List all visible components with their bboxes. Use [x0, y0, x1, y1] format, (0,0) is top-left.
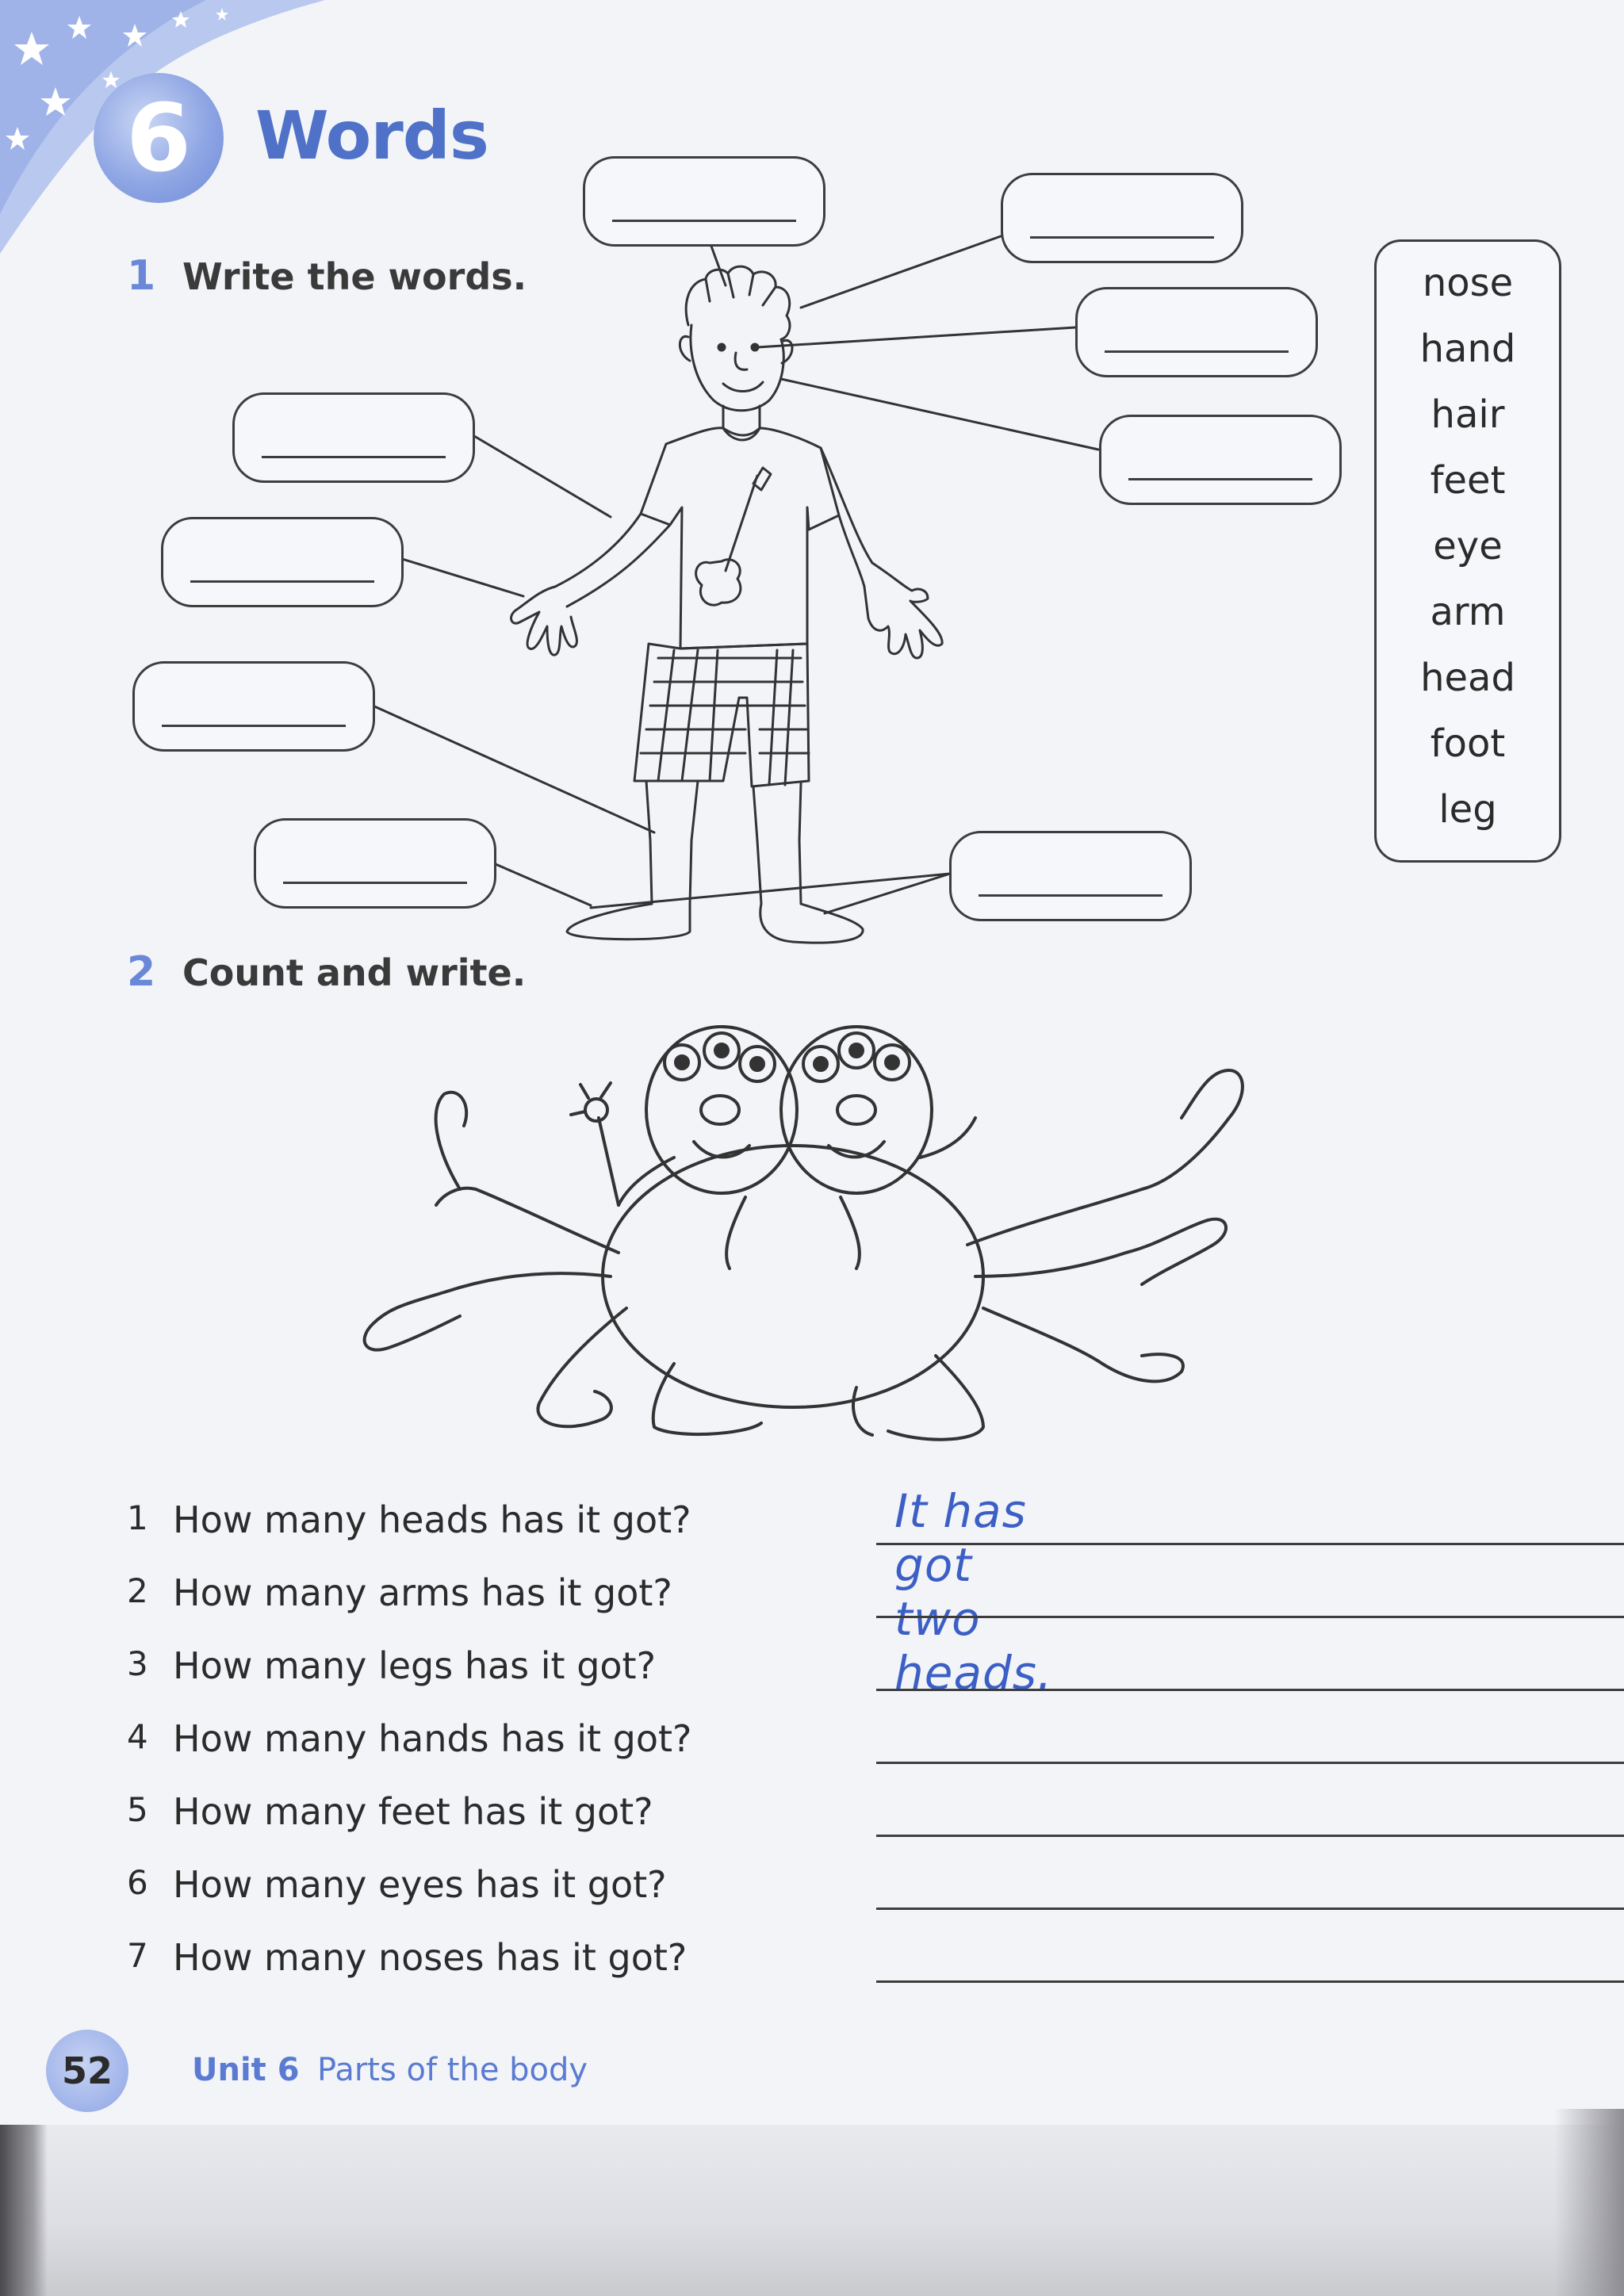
question-number: 4	[127, 1717, 148, 1756]
blank-label-box[interactable]	[583, 156, 825, 247]
answer-line[interactable]	[876, 1616, 1624, 1618]
footer-topic: Parts of the body	[317, 2052, 588, 2088]
unit-number: 6	[125, 83, 192, 193]
page-number: 52	[61, 2049, 113, 2092]
question-text: How many feet has it got?	[173, 1790, 653, 1833]
scan-shadow-right	[1554, 2109, 1624, 2296]
question-text: How many arms has it got?	[173, 1571, 672, 1614]
footer-unit: Unit 6	[192, 2052, 300, 2088]
question-number: 1	[127, 1498, 148, 1537]
word-bank-item: hand	[1419, 327, 1516, 371]
handwritten-answer: It has got two heads.	[894, 1484, 1053, 1700]
exercise-2-title: Count and write.	[182, 951, 527, 994]
question-number: 7	[127, 1936, 148, 1975]
word-bank-item: foot	[1430, 721, 1506, 766]
answer-line[interactable]	[876, 1762, 1624, 1764]
scan-margin	[0, 2125, 1624, 2296]
exercise-2-number: 2	[127, 948, 156, 996]
question-number: 2	[127, 1571, 148, 1610]
blank-label-box[interactable]	[1001, 173, 1243, 263]
answer-line[interactable]	[876, 1980, 1624, 1983]
question-text: How many eyes has it got?	[173, 1863, 667, 1906]
monster-illustration	[301, 991, 1332, 1451]
blank-label-box[interactable]	[1099, 415, 1342, 505]
blank-label-box[interactable]	[161, 517, 404, 607]
word-bank-item: hair	[1431, 392, 1505, 437]
blank-label-box[interactable]	[232, 392, 475, 483]
word-bank-item: nose	[1422, 261, 1514, 305]
question-number: 3	[127, 1644, 148, 1683]
answer-line[interactable]	[876, 1689, 1624, 1691]
word-bank-item: head	[1420, 656, 1515, 700]
word-bank-item: arm	[1430, 590, 1506, 634]
blank-label-box[interactable]	[254, 818, 496, 909]
page-title: Words	[255, 97, 488, 174]
word-bank	[1374, 239, 1561, 863]
question-number: 5	[127, 1790, 148, 1829]
blank-label-box[interactable]	[132, 661, 375, 752]
blank-label-box[interactable]	[949, 831, 1192, 921]
question-number: 6	[127, 1863, 148, 1902]
question-text: How many heads has it got?	[173, 1498, 691, 1541]
blank-label-box[interactable]	[1075, 287, 1318, 377]
answer-line[interactable]	[876, 1908, 1624, 1910]
question-text: How many hands has it got?	[173, 1717, 692, 1760]
word-bank-item: feet	[1430, 458, 1506, 503]
answer-line[interactable]	[876, 1835, 1624, 1837]
scan-shadow-left	[0, 2125, 48, 2296]
exercise-1-title: Write the words.	[182, 255, 527, 298]
word-bank-item: eye	[1433, 524, 1503, 568]
question-text: How many noses has it got?	[173, 1936, 688, 1979]
word-bank-item: leg	[1438, 787, 1497, 832]
exercise-1-number: 1	[127, 252, 156, 300]
question-text: How many legs has it got?	[173, 1644, 657, 1687]
